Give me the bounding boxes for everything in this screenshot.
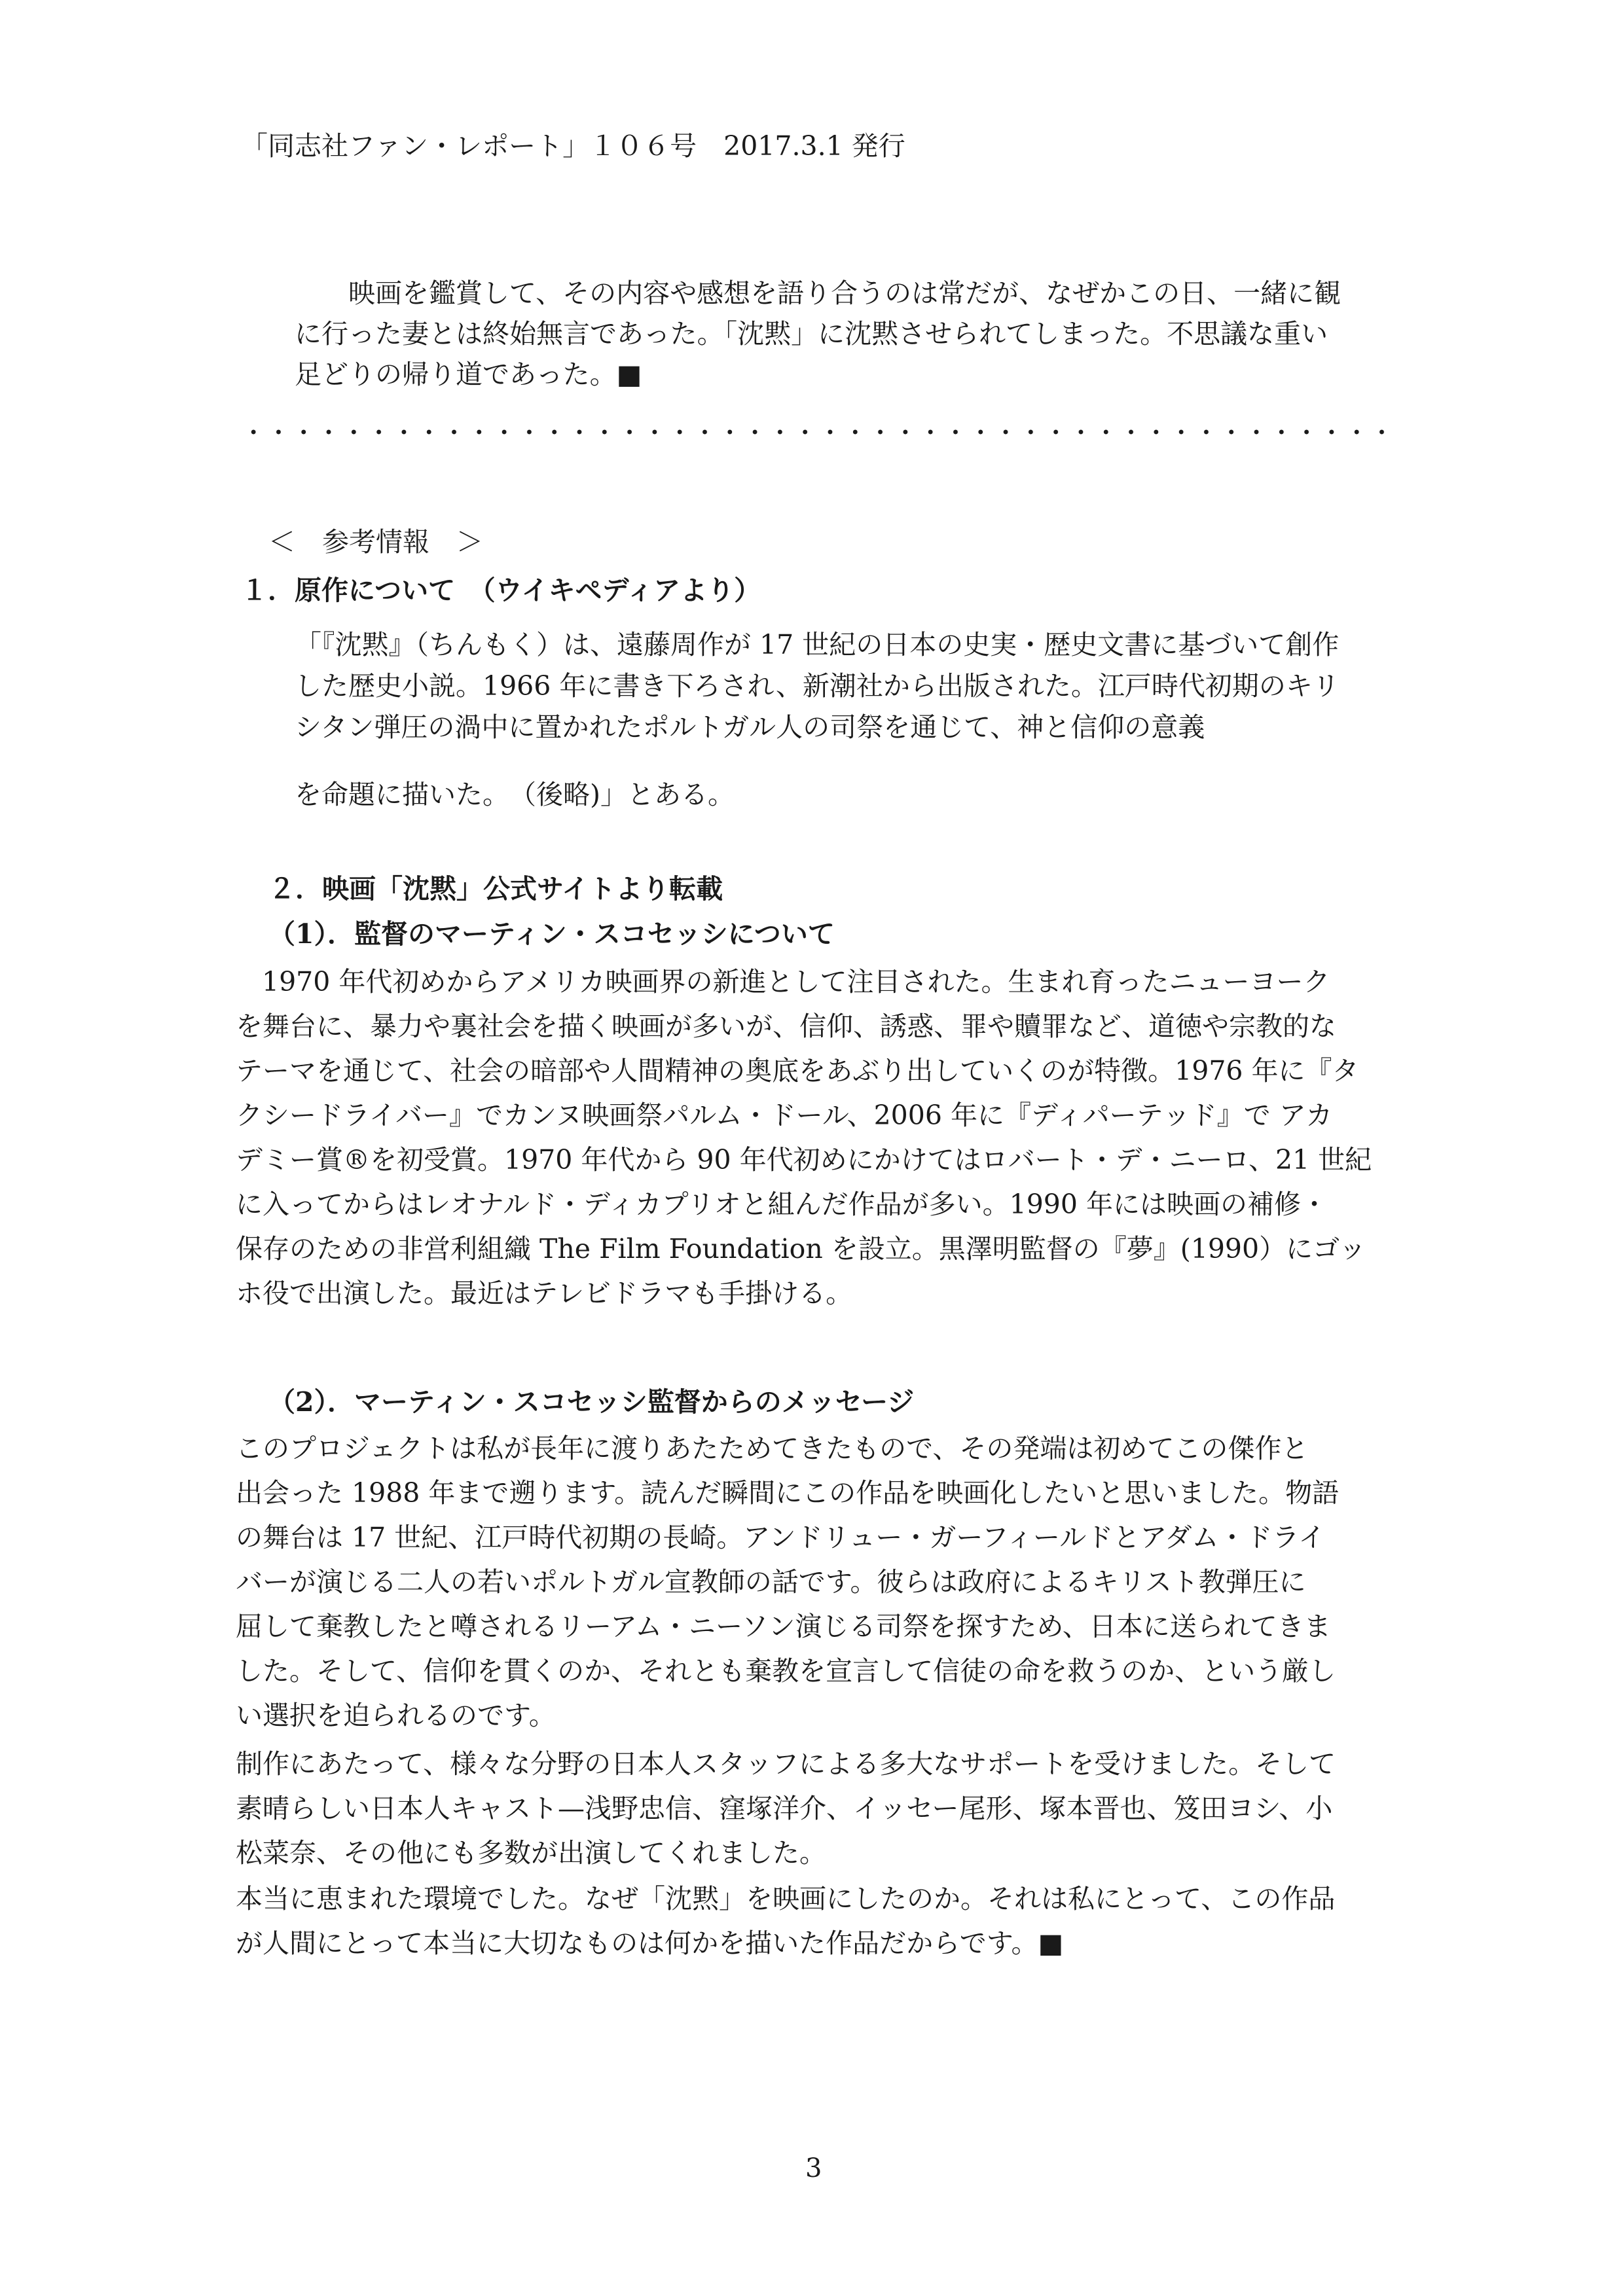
subsection2-line: が人間にとって本当に大切なものは何かを描いた作品だからです。■ (236, 1928, 1064, 1959)
subsection2-line: 屈して棄教したと噂されるリーアム・ニーソン演じる司祭を探すため、日本に送られてきま (236, 1611, 1331, 1642)
subsection2-line: バーが演じる二人の若いポルトガル宣教師の話です。彼らは政府によるキリスト教弾圧に (236, 1566, 1306, 1598)
subsection1-line: テーマを通じて、社会の暗部や人間精神の奥底をあぶり出していくのが特徴。1976 年に『タ (236, 1055, 1359, 1086)
subsection2-line: 松菜奈、その他にも多数が出演してくれました。 (236, 1837, 826, 1869)
section1-line: を命題に描いた。 （後略)」とある。 (295, 779, 735, 810)
subsection2-line: 出会った 1988 年まで遡ります。読んだ瞬間にこの作品を映画化したいと思いました。物語 (236, 1477, 1340, 1509)
subsection2-line: の舞台は 17 世紀、江戸時代初期の長崎。アンドリュー・ガーフィールドとアダム・ドライ (236, 1522, 1326, 1553)
subsection1-line: クシードライバー』でカンヌ映画祭パルム・ドール、2006 年に『ディパーテッド』で アカ (236, 1100, 1333, 1131)
section2-heading: ２．映画「沈黙」公式サイトより転載 (268, 873, 723, 905)
closing-line: に行った妻とは終始無言であった。「沈黙」に沈黙させられてしまった。不思議な重い (295, 318, 1328, 350)
subsection2-line: した。そして、信仰を貫くのか、それとも棄教を宣言して信徒の命を救うのか、という厳し (236, 1655, 1336, 1687)
subsection1-line: を舞台に、暴力や裏社会を描く映画が多いが、信仰、誘惑、罪や贖罪など、道徳や宗教的な (236, 1011, 1336, 1042)
section1-line: 「『沈黙』（ちんもく）は、遠藤周作が 17 世紀の日本の史実・歴史文書に基づいて創作 (295, 629, 1340, 660)
dotted-divider (241, 429, 1395, 435)
section1-line: した歴史小説。1966 年に書き下ろされ、新潮社から出版された。江戸時代初期のキリ (295, 670, 1340, 702)
closing-line: 足どりの帰り道であった。■ (295, 359, 642, 390)
reference-heading: ＜ 参考情報 ＞ (268, 526, 483, 558)
page-number: 3 (805, 2153, 822, 2183)
subsection1-line: に入ってからはレオナルド・ディカプリオと組んだ作品が多い。1990 年には映画の補修・ (236, 1189, 1328, 1220)
closing-line: 映画を鑑賞して、その内容や感想を語り合うのは常だが、なぜかこの日、一緒に観 (348, 278, 1341, 309)
page-header: 「同志社ファン・レポート」１０６号 2017.3.1 発行 (241, 130, 905, 162)
subsection2-line: 制作にあたって、様々な分野の日本人スタッフによる多大なサポートを受けました。そして (236, 1748, 1336, 1780)
subsection1-line: 保存のための非営利組織 The Film Foundation を設立。黒澤明監督の『夢』(1990）にゴッ (236, 1233, 1366, 1265)
subsection2-line: 素晴らしい日本人キャスト—浅野忠信、窪塚洋介、イッセー尾形、塚本晋也、笈田ヨシ、小 (236, 1793, 1333, 1824)
section1-line: シタン弾圧の渦中に置かれたポルトガル人の司祭を通じて、神と信仰の意義 (295, 711, 1205, 743)
subsection2-line: い選択を迫られるのです。 (236, 1700, 556, 1731)
subsection1-line: デミー賞®を初受賞。1970 年代から 90 年代初めにかけてはロバート・デ・ニーロ、21 世紀 (236, 1144, 1372, 1175)
subsection2-heading: （2）．マーティン・スコセッシ監督からのメッセージ (268, 1386, 915, 1418)
subsection1-line: ホ役で出演した。最近はテレビドラマも手掛ける。 (236, 1278, 853, 1309)
subsection1-line: 1970 年代初めからアメリカ映画界の新進として注目された。生まれ育ったニューヨーク (262, 966, 1330, 997)
subsection1-heading: （1）．監督のマーティン・スコセッシについて (268, 918, 835, 950)
subsection2-line: 本当に恵まれた環境でした。なぜ「沈黙」を映画にしたのか。それは私にとって、この作品 (236, 1883, 1336, 1914)
section1-heading: １．原作について （ウイキペディアより） (241, 575, 761, 606)
subsection2-line: このプロジェクトは私が長年に渡りあたためてきたもので、その発端は初めてこの傑作と (236, 1433, 1309, 1464)
